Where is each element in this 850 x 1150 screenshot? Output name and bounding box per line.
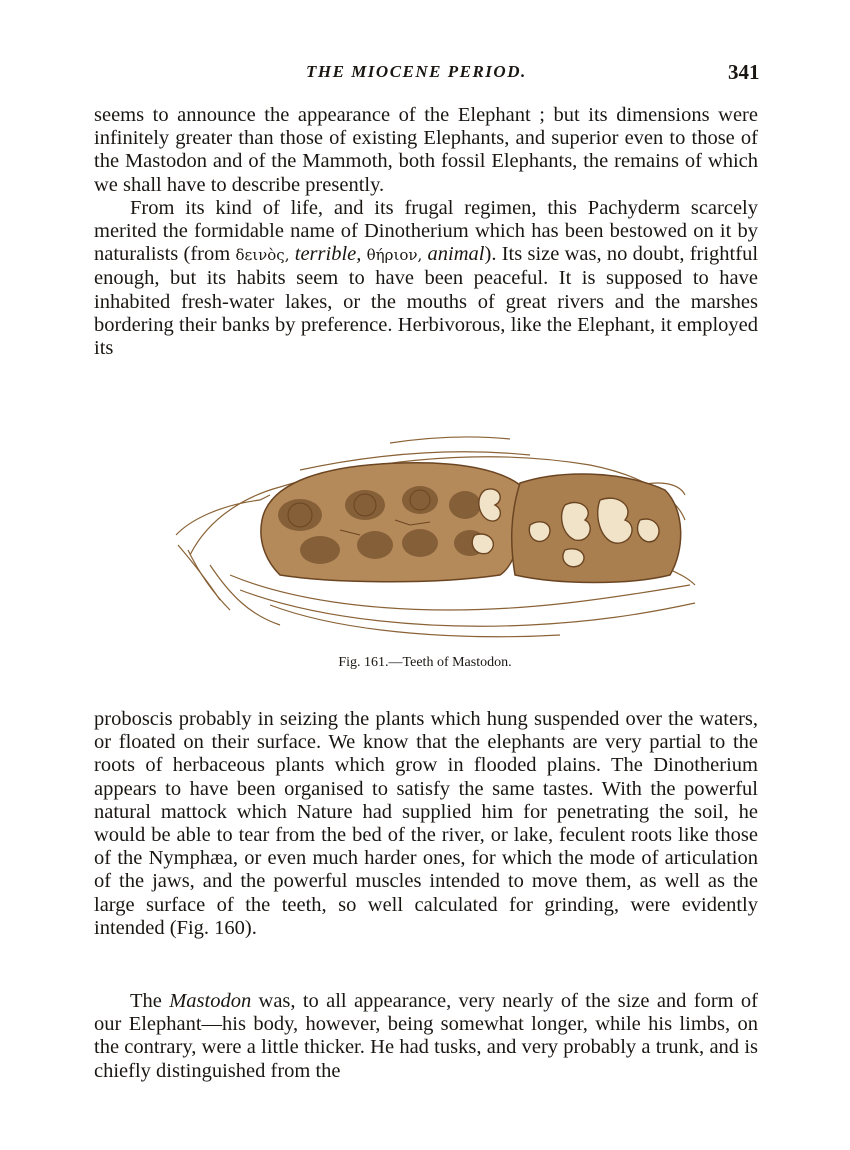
italic-word-terrible: terrible, <box>294 243 362 266</box>
page-number: 341 <box>728 60 760 84</box>
greek-word-deinos: δεινὸς, <box>235 246 290 265</box>
italic-word-mastodon: Mastodon <box>169 990 252 1012</box>
figure-caption-text: Fig. 161.—Teeth of Mastodon. <box>338 655 512 670</box>
greek-word-therion: θήριον, <box>366 246 423 265</box>
paragraph-mastodon <box>94 990 758 1083</box>
running-title: THE MIOCENE PERIOD. <box>306 62 527 81</box>
figure-mastodon-teeth <box>170 425 700 645</box>
paragraph-text: ). Its size was, no doubt, frightful enough, but its habits seem to have been peaceful. It is supposed to have inhabited fresh-water lakes, or the mouths of great rivers and the marshes bordering their banks by preference. Herbivorous, like the Elephant, it employed its <box>94 243 759 360</box>
paragraph-continued: seems to announce the appearance of the Elephant ; but its dimensions were infinitely greater than those of existing Elephants, and superior even to those of the Mastodon and of the Mammoth, both fossil Elephants, the remains of which we shall have to describe presently. <box>94 104 758 196</box>
paragraph-text: was, to all appearance, very nearly of the size and form of our Elephant—his body, however, being somewhat longer, while his limbs, on the contrary, were a little thicker. He had tusks, and very probably a trunk, and is chiefly distinguished from the <box>94 990 758 1082</box>
italic-word-animal: animal <box>427 243 485 266</box>
text-block-upper <box>94 104 758 360</box>
text-block-lower <box>94 708 758 940</box>
paragraph-proboscis: proboscis probably in seizing the plants which hung suspended over the waters, or floated on their surface. We know that the elephants are very partial to the roots of herbaceous plants which grow in flooded plains. The Dinotherium appears to have been organised to satisfy the same tastes. With the powerful natural mattock which Nature had supplied him for penetrating the soil, he would be able to tear from the bed of the river, or lake, feculent roots like those of the Nymphæa, or even much harder ones, for which the mode of articulation of the jaws, and the powerful muscles intended to move them, as well as the large surface of the teeth, so well calculated for grinding, were evidently intended (Fig. 160). <box>94 708 758 939</box>
paragraph-text: The <box>130 990 170 1012</box>
figure-caption <box>0 655 850 671</box>
mastodon-teeth-engraving <box>170 425 700 645</box>
paragraph-dinotherium-name <box>94 197 758 360</box>
text-block-mastodon <box>94 990 758 1083</box>
paragraph-text: From its kind of life, and its frugal regimen, this Pachyderm scarcely merited the formidable name of Dinotherium which has been bestowed on it by naturalists (from <box>94 196 758 266</box>
